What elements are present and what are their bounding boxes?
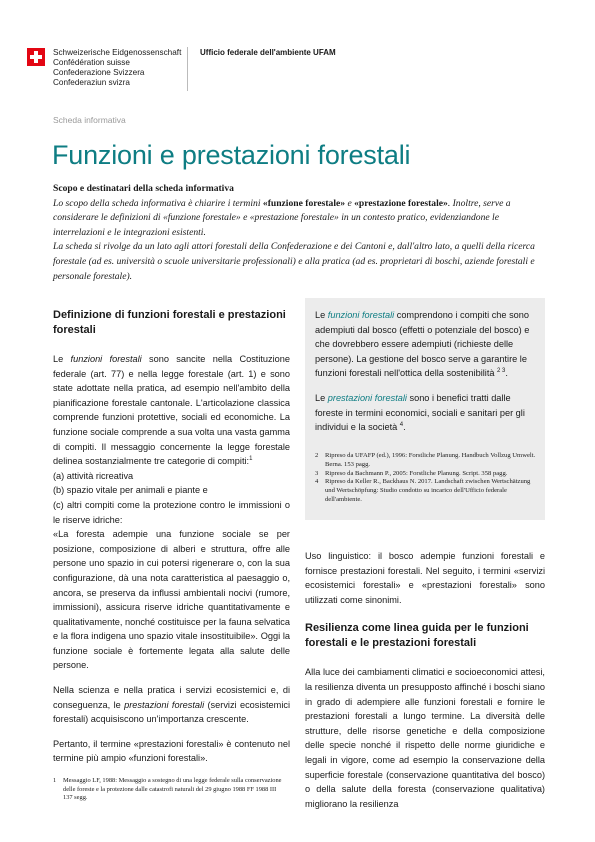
box-text: . <box>505 368 508 379</box>
box-text: Le <box>315 392 328 403</box>
footnote-number: 1 <box>53 777 57 784</box>
spacer <box>53 673 290 683</box>
intro-term-funzione: «funzione forestale» <box>262 197 346 209</box>
intro-text: Lo scopo della scheda informativa è chiarire i termini <box>53 197 263 209</box>
header-divider <box>187 47 188 91</box>
box-text: comprendono i compiti che sono adempiuti dal bosco (effetti o potenziale del bosco) e che dovrebbero essere adempiuti (richieste delle persone). La gestione del bosco serve a garantire le funzioni forestali nell'ottica della sostenibilità <box>315 310 530 379</box>
box-text: Le <box>315 310 328 320</box>
confederation-de: Schweizerische Eidgenossenschaft <box>53 48 182 57</box>
footnote-number: 3 <box>315 469 319 477</box>
spacer <box>315 381 537 391</box>
spacer <box>53 338 290 352</box>
definition-heading: Definizione di funzioni forestali e prestazioni forestali <box>53 309 286 336</box>
document-type: Scheda informativa <box>53 115 126 125</box>
footnote-item <box>315 470 537 479</box>
footnote-item <box>315 478 537 504</box>
right-column <box>305 549 545 811</box>
box-term-funzioni: funzioni forestali <box>327 310 395 320</box>
confederation-rm: Confederaziun svizra <box>53 78 130 87</box>
footnote-text: Ripreso da UFAFP (ed.), 1996: Forstliche Planung. Handbuch Vollzug Umwelt. Berna. 153 pagg. <box>325 452 536 468</box>
footnote-ref-2-3: 2 3 <box>497 368 506 375</box>
term-funzioni-forestali: funzioni forestali <box>70 354 142 364</box>
confederation-names <box>53 48 181 88</box>
usage-paragraph: Uso linguistico: il bosco adempie funzioni forestali e fornisce prestazioni forestali. Nel seguito, i termini «servizi ecosistemici forestali» e «prestazioni forestali» sono utilizzati come sinonimi. <box>305 551 545 605</box>
ecosystem-paragraph <box>53 683 290 727</box>
term-prestazioni-forestali: prestazioni forestali <box>124 699 205 710</box>
swiss-flag-logo <box>27 48 45 66</box>
flag-cross-horizontal <box>30 55 42 59</box>
footnote-ref-1: 1 <box>249 456 253 463</box>
intro-text: . Inoltre, serve a considerare le definizioni di «funzione forestale» e «prestazione forestale» in un contesto pratico, evidenziandone le interrelazioni e le integrazioni esistenti. <box>53 197 511 238</box>
page-title: Funzioni e prestazioni forestali <box>52 140 411 170</box>
intro-paragraph-1 <box>53 197 543 241</box>
list-item-c: (c) altri compiti come la protezione contro le immissioni o le riserve idriche: <box>53 499 290 525</box>
intro-text: e <box>345 197 355 209</box>
resilience-paragraph: Alla luce dei cambiamenti climatici e socioeconomici attesi, la resilienza diventa un presupposto affinché i boschi siano in grado di adempiere alle funzioni forestali e fornire le prestazioni forestali a lungo termine. La diversità delle strutture, delle risorse genetiche e della composizione delle specie nonché il rispetto delle norme giuridiche e legali in vigore, come ad esempio la conservazione della superficie forestale (conservazione quantitativa del bosco) o della salute della foresta (conservazione qualitativa) migliorano la resilienza <box>305 667 545 809</box>
confederation-it: Confederazione Svizzera <box>53 68 145 77</box>
intro-section <box>53 182 543 284</box>
definition-box-content <box>315 308 537 435</box>
footnote-ref-4: 4 <box>399 422 404 429</box>
body-text: (servizi ecosistemici forestali) acquisiscono un'importanza crescente. <box>53 699 290 725</box>
page-footnote <box>53 777 283 803</box>
box-paragraph-2 <box>315 391 537 435</box>
footnote-number: 2 <box>315 452 319 459</box>
box-paragraph-1 <box>315 308 537 381</box>
footnote-text: Ripreso da Bachmann P., 2005: Forstliche Planung. Script. 358 pagg. <box>325 469 508 477</box>
left-column <box>53 308 290 766</box>
confederation-fr: Confédération suisse <box>53 58 130 67</box>
footnote-text: Ripreso da Keller R., Backhaus N. 2017. Landschaft zwischen Wertschätzung und Wertschöpfung: Studio condotto su incarico dell'Ufficio federale dell'ambiente. <box>325 478 531 503</box>
box-text: . <box>403 422 406 433</box>
footnote-number: 4 <box>315 478 319 486</box>
list-item-a: (a) attività ricreativa <box>53 470 134 481</box>
footnote-item <box>315 452 537 470</box>
list-item-b: (b) spazio vitale per animali e piante e <box>53 485 208 496</box>
body-text: Nella scienza e nella pratica i servizi ecosistemici e, di conseguenza, le <box>53 685 290 710</box>
spacer <box>53 727 290 737</box>
spacer <box>305 607 545 621</box>
body-text: Le <box>53 354 71 364</box>
conclusion-paragraph: Pertanto, il termine «prestazioni forestali» è contenuto nel termine più ampio «funzioni forestali». <box>53 738 290 764</box>
quote-paragraph: «La foresta adempie una funzione sociale se per posizione, composizione di alberi e struttura, offre alle persone uno spazio in cui potersi rigenerare o, con la sua configurazione, dà una nota caratteristica al paesaggio o, ancora, se preserva da influssi ambientali nocivi (rumore, immissioni), assicura riserve idriche quantitativamente e qualitativamente, nonché costituisce per la fauna selvatica e la flora indigena uno spazio vitale insostituibile». Oggi la funzione sociale è fortemente legata alla salute delle persone. <box>53 529 290 671</box>
definition-paragraph <box>53 352 290 469</box>
intro-term-prestazione: «prestazione forestale» <box>354 197 448 209</box>
resilience-heading: Resilienza come linea guida per le funzioni forestali e le prestazioni forestali <box>305 622 529 650</box>
box-term-prestazioni: prestazioni forestali <box>327 392 407 403</box>
office-name: Ufficio federale dell'ambiente UFAM <box>200 48 336 57</box>
footnote-text: Messaggio LF, 1988: Messaggio a sostegno di una legge federale sulla conservazione delle foreste e la protezione dalle catastrofi naturali del 29 giugno 1988 FF 1988 III 137 segg. <box>63 777 282 802</box>
body-text: sono sancite nella Costituzione federale (art. 77) e nella legge forestale (art. 1) e sono state adottate nella pratica, ad esempio nell'ambito della pianificazione forestale cantonale. L'articolazione classica comprende funzioni protettive, sociali ed economiche. La funzione sociale comprende a sua volta una vasta gamma di compiti. Il messaggio concernente la legge forestale delinea sostanzialmente tre categorie di compiti: <box>53 354 291 467</box>
box-text: sono i benefici tratti dalle foreste in termini economici, sociali e sanitari per gli individui e la società <box>315 392 525 433</box>
intro-paragraph-2: La scheda si rivolge da un lato agli attori forestali della Confederazione e dei Cantoni e, dall'altro lato, a quelli della ricerca forestale (ad es. università o scuole universitarie professionali) e alla pratica (ad es. proprietari di boschi, aziende forestali e personale forestale). <box>53 241 535 282</box>
spacer <box>305 651 545 665</box>
intro-heading: Scopo e destinatari della scheda informativa <box>53 183 234 194</box>
box-footnotes <box>315 452 537 505</box>
